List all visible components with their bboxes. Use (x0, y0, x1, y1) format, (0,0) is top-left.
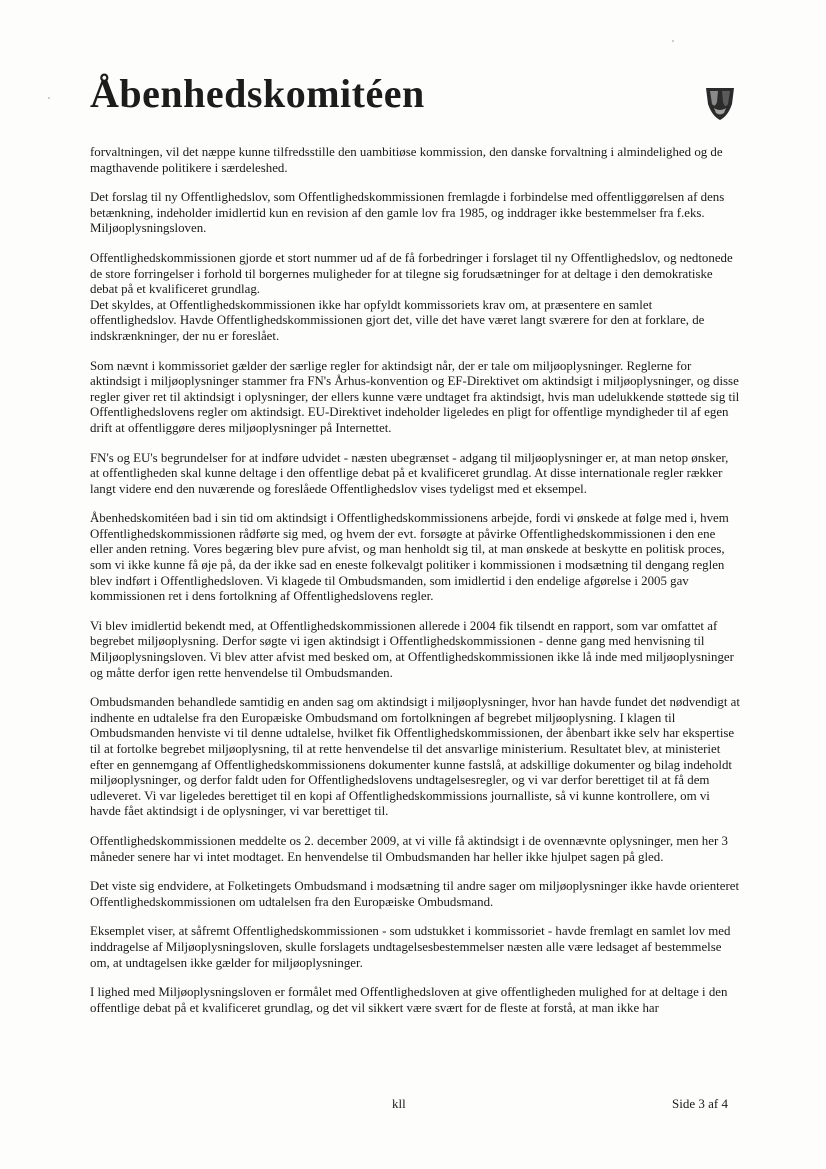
paragraph: Som nævnt i kommissoriet gælder der særlige regler for aktindsigt når, der er tale om miljøoplysninger. Reglerne for aktindsigt i miljøoplysninger stammer fra FN's Århus-konvention og EF-Direktivet om aktindsigt i miljøoplysninger, og disse regler giver ret til aktindsigt i oplysninger, der ellers kunne være undtaget fra aktindsigt, hvis man udelukkende støttede sig til Offentlighedslovens regler om aktindsigt. EU-Direktivet indeholder ligeledes en pligt for offentlige myndigheder til af egen drift at offentliggøre deres miljøoplysninger på Internettet. (90, 358, 740, 435)
paragraph: Eksemplet viser, at såfremt Offentlighedskommissionen - som udstukket i kommissoriet - havde fremlagt en samlet lov med inddragelse af Miljøoplysningsloven, skulle forslagets undtagelsesbestemmelser næsten alle være ledsaget af bestemmelse om, at undtagelsen ikke gælder for miljøoplysninger. (90, 924, 731, 970)
body-text (90, 145, 740, 1030)
scan-speck (672, 40, 674, 42)
footer-code: kll (392, 1096, 406, 1111)
paragraph: Ombudsmanden behandlede samtidig en anden sag om aktindsigt i miljøoplysninger, hvor han havde fundet det nødvendigt at indhente en udtalelse fra den Europæiske Ombudsmand om fortolkningen af begrebet miljøoplysning. I klagen til Ombudsmanden henviste vi til denne udtalelse, hvilket fik Offentlighedskommissionen, der åbenbart ikke selv har ekspertise til at fortolke begrebet miljøoplysning, til at rette henvendelse til det ansvarlige ministerium. Resultatet blev, at ministeriet efter en gennemgang af Offentlighedskommissionens dokumenter kunne fastslå, at adskillige dokumenter og bilag indeholdt miljøoplysninger, og derfor faldt uden for Offentlighedslovens undtagelsesregler, og vi var derfor berettiget til at få dem udleveret. Vi var ligeledes berettiget til en kopi af Offentlighedskommissions journalliste, så vi kunne kontrollere, om vi havde fået aktindsigt i de oplysninger, vi var berettiget til. (90, 695, 740, 819)
page-number: Side 3 af 4 (672, 1096, 728, 1111)
page-title: Åbenhedskomitéen (90, 71, 425, 116)
scan-speck (48, 97, 50, 99)
paragraph: forvaltningen, vil det næppe kunne tilfredsstille den uambitiøse kommission, den danske forvaltning i almindelighed og de magthavende politikere i særdeleshed. (90, 145, 723, 175)
shield-crest-icon (700, 82, 740, 122)
paragraph: Åbenhedskomitéen bad i sin tid om aktindsigt i Offentlighedskommissionens arbejde, fordi vi ønskede at følge med i, hvem Offentlighedskommissionen rådførte sig med, og hvem der evt. forsøgte at påvirke Offentlighedskommissionen i den ene eller anden retning. Vores begæring blev pure afvist, og man henholdt sig til, at man ønskede at beskytte en politisk proces, som vi ikke kunne få øje på, da der ikke sad en eneste folkevalgt politiker i kommissionen i modsætning til dengang reglen blev indført i Offentlighedsloven. Vi klagede til Ombudsmanden, som imidlertid i den endelige afgørelse i 2005 gav kommissionen ret i dens fortolkning af Offentlighedslovens regler. (90, 511, 729, 604)
paragraph: Offentlighedskommissionen gjorde et stort nummer ud af de få forbedringer i forslaget til ny Offentlighedslov, og nedtonede de store forringelser i forhold til borgernes muligheder for at tilegne sig forudsætninger for at deltage i den demokratiske debat på et kvalificeret grundlag. Det skyldes, at Offentlighedskommissionen ikke har opfyldt kommissoriets krav om, at præsentere en samlet offentlighedslov. Havde Offentlighedskommissionen gjort det, ville det have været langt sværere for den at forklare, de indskrænkninger, der nu er foreslået. (90, 250, 733, 343)
paragraph: Vi blev imidlertid bekendt med, at Offentlighedskommissionen allerede i 2004 fik tilsendt en rapport, som var omfattet af begrebet miljøoplysning. Derfor søgte vi igen aktindsigt i Offentlighedskommissionen - denne gang med henvisning til Miljøoplysningsloven. Vi blev atter afvist med besked om, at Offentlighedskommissionen ikke lå inde med miljøoplysninger og måtte derfor igen rette henvendelse til Ombudsmanden. (90, 618, 734, 680)
paragraph: I lighed med Miljøoplysningsloven er formålet med Offentlighedsloven at give offentligheden mulighed for at deltage i den offentlige debat på et kvalificeret grundlag, og det vil sikkert være svært for de fleste at forstå, at man ikke har (90, 985, 728, 1015)
paragraph: FN's og EU's begrundelser for at indføre udvidet - næsten ubegrænset - adgang til miljøoplysninger er, at man netop ønsker, at offentligheden skal kunne deltage i den offentlige debat på et kvalificeret grundlag. At disse internationale regler rækker langt videre end den nuværende og foreslåede Offentlighedslov vises tydeligst med et eksempel. (90, 450, 729, 496)
paragraph: Det viste sig endvidere, at Folketingets Ombudsmand i modsætning til andre sager om miljøoplysninger ikke havde orienteret Offentlighedskommissionen om udtalelsen fra den Europæiske Ombudsmand. (90, 879, 740, 909)
paragraph: Det forslag til ny Offentlighedslov, som Offentlighedskommissionen fremlagde i forbindelse med offentliggørelsen af dens betænkning, indeholder imidlertid kun en revision af den gamle lov fra 1985, og inddrager ikke bestemmelser fra f.eks. Miljøoplysningsloven. (90, 190, 725, 236)
paragraph: Offentlighedskommissionen meddelte os 2. december 2009, at vi ville få aktindsigt i de ovennævnte oplysninger, men her 3 måneder senere har vi intet modtaget. En henvendelse til Ombudsmanden har heller ikke hjulpet sagen på gled. (90, 833, 728, 864)
